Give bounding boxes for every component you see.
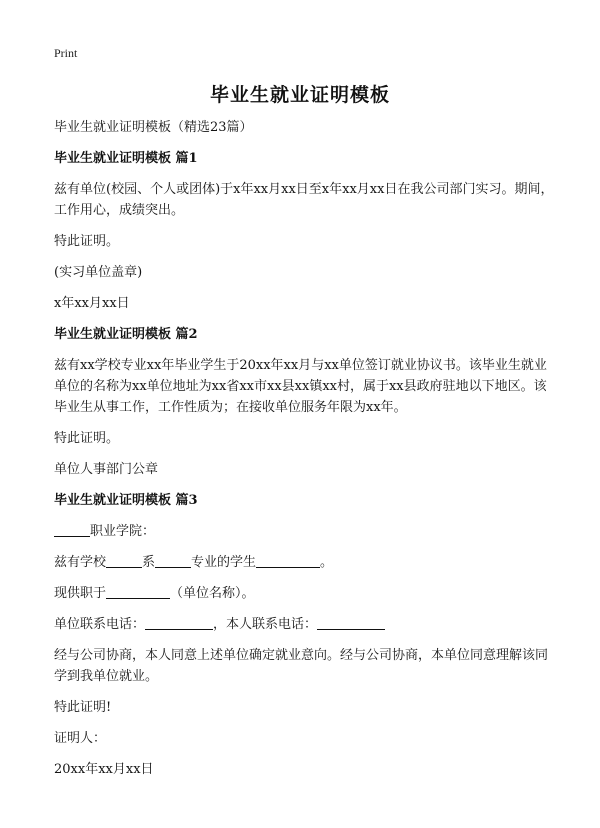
- section-1-heading: 毕业生就业证明模板 篇1: [54, 151, 198, 166]
- section-1-paragraph-2: 特此证明。: [54, 234, 120, 249]
- document-body: [54, 117, 554, 780]
- personal-phone-label: ，本人联系电话：: [213, 617, 318, 632]
- print-link[interactable]: Print: [54, 46, 78, 60]
- college-name-blank: [54, 522, 90, 537]
- student-line-end: 。: [320, 555, 334, 570]
- student-name-blank: [256, 553, 320, 568]
- unit-phone-blank: [145, 615, 213, 630]
- section-2-paragraph-2: 特此证明。: [54, 431, 120, 446]
- page-title: 毕业生就业证明模板: [209, 84, 390, 106]
- section-1-paragraph-3: (实习单位盖章): [54, 265, 143, 280]
- section-2-heading: 毕业生就业证明模板 篇2: [54, 327, 198, 342]
- college-line: [54, 521, 554, 542]
- college-suffix: 职业学院：: [90, 524, 156, 539]
- student-line-major: 专业的学生: [191, 555, 257, 570]
- student-line-dept: 系: [142, 555, 156, 570]
- section-3-heading: 毕业生就业证明模板 篇3: [54, 493, 198, 508]
- student-line-start: 兹有学校: [54, 555, 107, 570]
- issue-date: 20xx年xx月xx日: [54, 762, 154, 777]
- phone-line: [54, 614, 554, 635]
- section-1-paragraph-1: 兹有单位(校园、个人或团体)于x年xx月xx日至x年xx月xx日在我公司部门实习。期间，工作用心，成绩突出。: [54, 182, 554, 218]
- employment-line-end: （单位名称）。: [170, 586, 255, 601]
- witness-label: 证明人：: [54, 731, 107, 746]
- unit-phone-label: 单位联系电话：: [54, 617, 146, 632]
- employer-blank: [106, 584, 170, 599]
- section-2-paragraph-3: 单位人事部门公章: [54, 462, 159, 477]
- section-1-paragraph-4: x年xx月xx日: [54, 296, 130, 311]
- section-2-paragraph-1: 兹有xx学校专业xx年毕业学生于20xx年xx月与xx单位签订就业协议书。该毕业生就业单位的名称为xx单位地址为xx省xx市xx县xx镇xx村，属于xx县政府驻地以下地区。该毕业生从事工作，工作性质为；在接收单位服务年限为xx年。: [54, 358, 547, 415]
- personal-phone-blank: [317, 615, 385, 630]
- document-subtitle: 毕业生就业证明模板（精选23篇）: [54, 120, 253, 135]
- major-blank: [155, 553, 191, 568]
- department-blank: [106, 553, 142, 568]
- student-line: [54, 552, 554, 573]
- employment-line: [54, 583, 554, 604]
- agreement-paragraph: 经与公司协商，本人同意上述单位确定就业意向。经与公司协商，本单位同意理解该同学到我单位就业。: [54, 648, 549, 684]
- employment-line-start: 现供职于: [54, 586, 107, 601]
- certification-text: 特此证明!: [54, 700, 112, 715]
